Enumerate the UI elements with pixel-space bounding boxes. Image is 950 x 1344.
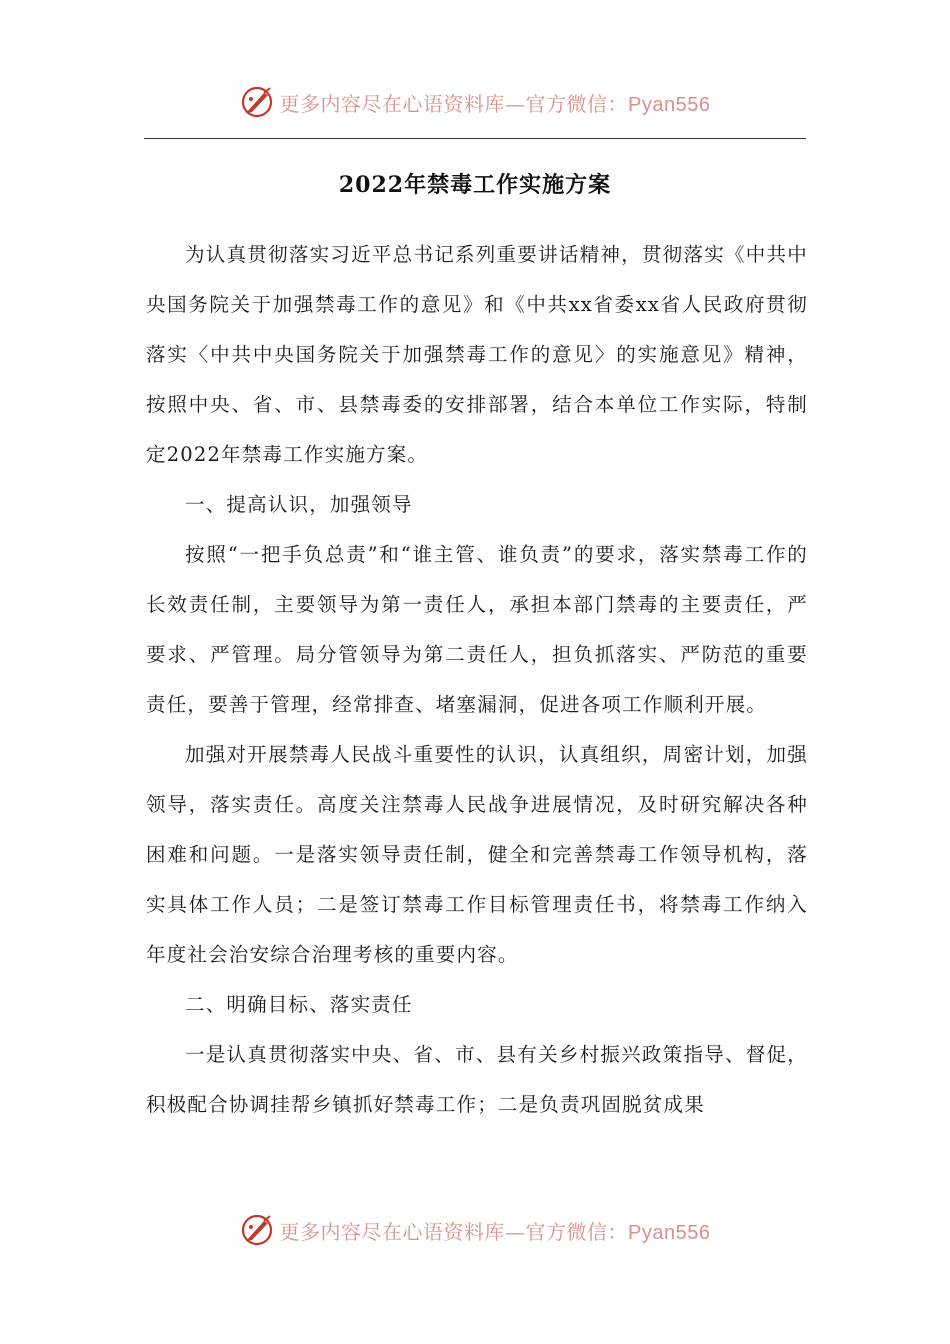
section-heading-1: 一、提高认识，加强领导 <box>185 493 413 516</box>
footer-banner <box>0 1210 950 1250</box>
section-heading-2: 二、明确目标、落实责任 <box>185 993 413 1016</box>
paragraph: 按照“一把手负总责”和“谁主管、谁负责”的要求，落实禁毒工作的长效责任制，主要领导为第一责任人，承担本部门禁毒的主要责任，严要求、严管理。局分管领导为第二责任人，担负抓落实、严防范的重要责任，要善于管理，经常排查、堵塞漏洞，促进各项工作顺利开展。 <box>146 543 808 716</box>
paragraph: 加强对开展禁毒人民战斗重要性的认识，认真组织，周密计划，加强领导，落实责任。高度关注禁毒人民战争进展情况，及时研究解决各种困难和问题。一是落实领导责任制，健全和完善禁毒工作领导机构，落实具体工作人员；二是签订禁毒工作目标管理责任书，将禁毒工作纳入年度社会治安综合治理考核的重要内容。 <box>146 743 808 966</box>
document-body <box>146 230 808 1130</box>
footer-wechat-handle: Pyan556 <box>628 1221 711 1244</box>
document-title: 2022年禁毒工作实施方案 <box>338 172 612 198</box>
intro-paragraph: 为认真贯彻落实习近平总书记系列重要讲话精神，贯彻落实《中共中央国务院关于加强禁毒工作的意见》和《中共xx省委xx省人民政府贯彻落实〈中共中央国务院关于加强禁毒工作的意见〉的实施意见》精神，按照中央、省、市、县禁毒委的安排部署，结合本单位工作实际，特制定2022年禁毒工作实施方案。 <box>146 243 808 466</box>
header-wechat-handle: Pyan556 <box>628 93 711 116</box>
paragraph: 一是认真贯彻落实中央、省、市、县有关乡村振兴政策指导、督促，积极配合协调挂帮乡镇抓好禁毒工作；二是负责巩固脱贫成果 <box>146 1043 808 1116</box>
header-banner <box>0 82 950 122</box>
footer-banner-text: 更多内容尽在心语资料库—官方微信：Pyan556 <box>279 1219 711 1244</box>
header-banner-text: 更多内容尽在心语资料库—官方微信：Pyan556 <box>279 91 711 116</box>
header-divider <box>144 138 806 139</box>
quill-logo-icon <box>240 1213 274 1247</box>
quill-logo-icon <box>240 85 274 119</box>
